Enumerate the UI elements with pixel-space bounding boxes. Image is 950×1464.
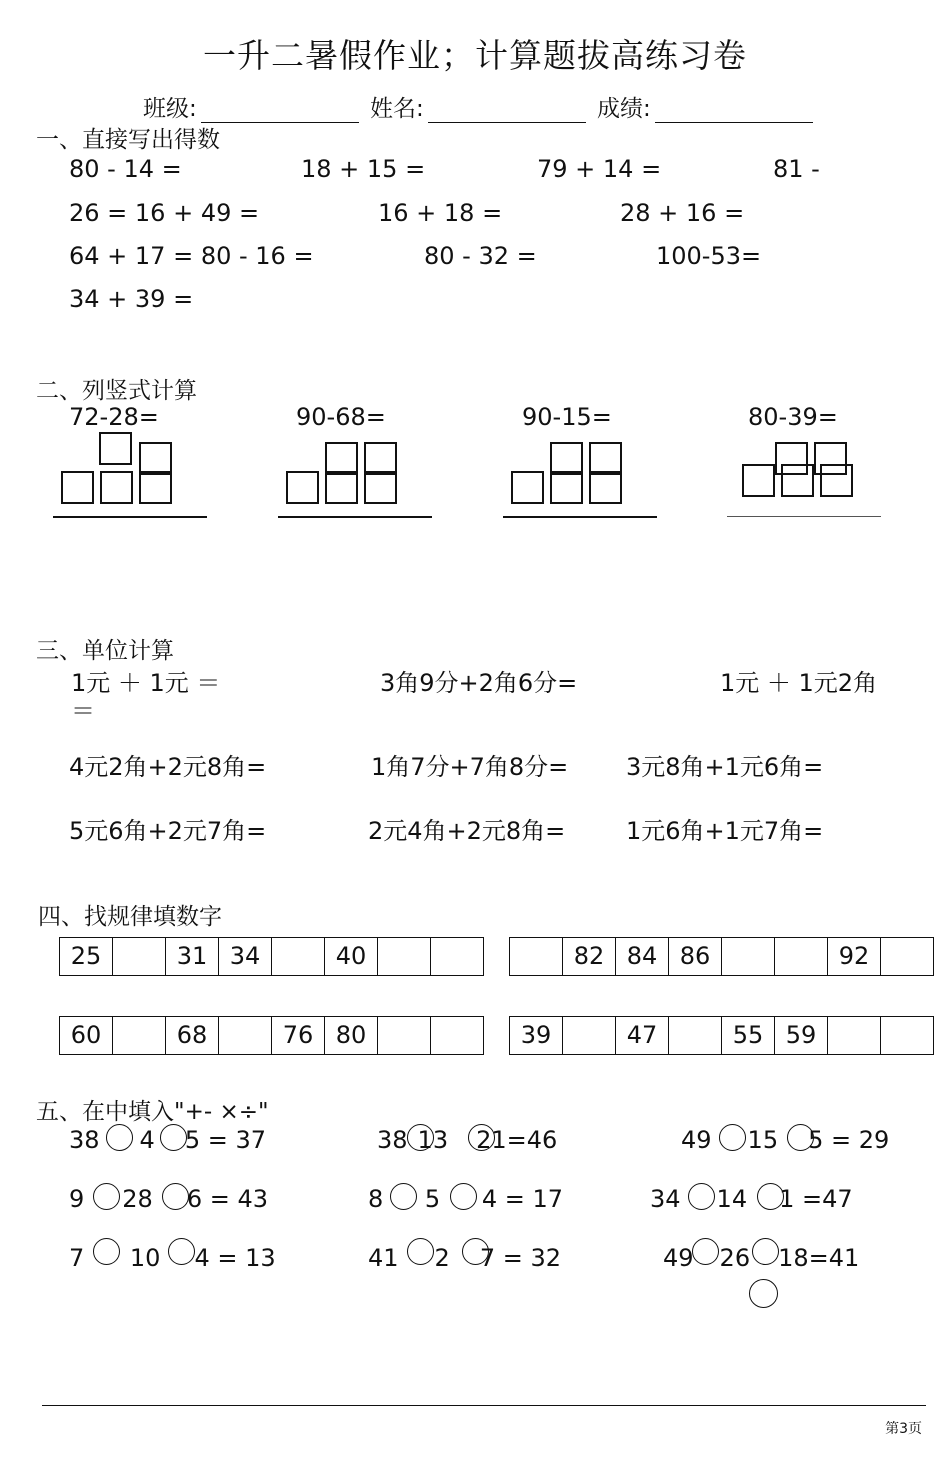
digit-box[interactable] <box>61 471 94 504</box>
seq-cell[interactable] <box>881 938 934 976</box>
operator-circle[interactable] <box>462 1238 489 1265</box>
seq-cell[interactable]: 92 <box>828 938 881 976</box>
operand: 7 <box>69 1244 85 1272</box>
sequence-table-c <box>59 1016 484 1055</box>
operand: 38 <box>69 1126 100 1154</box>
operand: 9 <box>69 1185 85 1213</box>
s1-item: 81 - <box>773 155 820 183</box>
seq-cell[interactable]: 84 <box>616 938 669 976</box>
seq-cell[interactable] <box>219 1017 272 1055</box>
unit-problem: ＝ <box>71 697 95 725</box>
operator-circle[interactable] <box>787 1124 814 1151</box>
s1-item: 80 - 14 = <box>69 155 182 183</box>
unit-problem: 1元 ＋ 1元2角 <box>720 669 878 697</box>
digit-box[interactable] <box>364 471 397 504</box>
name-field <box>370 90 586 123</box>
s1-item: 79 + 14 = <box>537 155 662 183</box>
operator-circle[interactable] <box>106 1124 133 1151</box>
answer-line <box>278 516 432 518</box>
seq-cell[interactable] <box>669 1017 722 1055</box>
seq-cell[interactable]: 34 <box>219 938 272 976</box>
digit-box[interactable] <box>139 471 172 504</box>
s1-item: 28 + 16 = <box>620 199 745 227</box>
operand: 1 =47 <box>779 1185 853 1213</box>
operand: 13 <box>417 1126 449 1154</box>
vertical-problem: 90-68= <box>296 403 386 431</box>
name-blank[interactable] <box>428 98 586 123</box>
section1-heading: 一、直接写出得数 <box>36 127 220 153</box>
digit-box[interactable] <box>820 464 853 497</box>
page-title: 一升二暑假作业；计算题拔高练习卷 <box>203 36 747 75</box>
operator-circle[interactable] <box>162 1183 189 1210</box>
seq-cell[interactable] <box>510 938 563 976</box>
answer-line <box>727 516 881 517</box>
footer-rule <box>42 1405 926 1406</box>
operand: 15 <box>747 1126 779 1154</box>
seq-cell[interactable]: 40 <box>325 938 378 976</box>
seq-cell[interactable]: 55 <box>722 1017 775 1055</box>
s1-item: 80 - 32 = <box>424 242 537 270</box>
s1-item: 64 + 17 = 80 - 16 = <box>69 242 314 270</box>
seq-cell[interactable]: 76 <box>272 1017 325 1055</box>
digit-box[interactable] <box>589 471 622 504</box>
seq-cell[interactable] <box>272 938 325 976</box>
operator-circle[interactable] <box>407 1238 434 1265</box>
section5-heading: 五、在中填入"+- ×÷" <box>36 1099 269 1125</box>
operator-problem <box>681 1126 889 1154</box>
operator-circle[interactable] <box>749 1279 778 1308</box>
unit-problem: 1元 ＋ 1元 ＝ <box>71 669 221 697</box>
unit-problem: 3元8角+1元6角= <box>626 753 824 781</box>
operand: 4 = 17 <box>474 1185 563 1213</box>
section2-heading: 二、列竖式计算 <box>36 378 197 404</box>
operator-circle[interactable] <box>468 1124 495 1151</box>
operand: 5 = 37 <box>184 1126 267 1154</box>
operand: 5 <box>417 1185 441 1213</box>
seq-cell[interactable]: 59 <box>775 1017 828 1055</box>
section3-heading: 三、单位计算 <box>36 638 174 664</box>
seq-cell[interactable] <box>378 1017 431 1055</box>
unit-problem: 1角7分+7角8分= <box>371 753 569 781</box>
vertical-problem: 80-39= <box>748 403 838 431</box>
seq-cell[interactable] <box>775 938 828 976</box>
seq-cell[interactable]: 82 <box>563 938 616 976</box>
operator-circle[interactable] <box>692 1238 719 1265</box>
operand: 41 <box>368 1244 399 1272</box>
operand: 14 <box>716 1185 748 1213</box>
operand: 4 = 13 <box>194 1244 276 1272</box>
operator-circle[interactable] <box>160 1124 187 1151</box>
operand: 8 <box>368 1185 384 1213</box>
score-label: 成绩: <box>597 96 651 122</box>
operand: 5 = 29 <box>808 1126 890 1154</box>
operand: 28 <box>122 1185 153 1213</box>
digit-box[interactable] <box>781 464 814 497</box>
answer-line <box>503 516 657 518</box>
section4-heading: 四、找规律填数字 <box>38 904 222 930</box>
seq-cell[interactable] <box>881 1017 934 1055</box>
seq-cell[interactable]: 68 <box>166 1017 219 1055</box>
digit-box[interactable] <box>286 471 319 504</box>
digit-box[interactable] <box>100 471 133 504</box>
unit-problem: 5元6角+2元7角= <box>69 817 267 845</box>
operator-circle[interactable] <box>93 1238 120 1265</box>
seq-cell[interactable] <box>828 1017 881 1055</box>
seq-cell[interactable] <box>378 938 431 976</box>
operand: 6 = 43 <box>186 1185 269 1213</box>
seq-cell[interactable] <box>113 1017 166 1055</box>
operator-circle[interactable] <box>450 1183 477 1210</box>
seq-cell[interactable]: 47 <box>616 1017 669 1055</box>
seq-cell[interactable]: 86 <box>669 938 722 976</box>
operand: 4 <box>139 1126 155 1154</box>
operand: 38 <box>377 1126 408 1154</box>
digit-box[interactable] <box>742 464 775 497</box>
operand: 49 <box>681 1126 712 1154</box>
seq-cell[interactable] <box>431 938 484 976</box>
operand: 2 <box>434 1244 450 1272</box>
name-label: 姓名: <box>370 96 424 122</box>
operand: 7 = 32 <box>479 1244 562 1272</box>
vertical-problem: 90-15= <box>522 403 612 431</box>
class-blank[interactable] <box>201 98 359 123</box>
operand: 34 <box>650 1185 681 1213</box>
sequence-table-d <box>509 1016 934 1055</box>
s1-item: 18 + 15 = <box>301 155 426 183</box>
s1-item: 16 + 18 = <box>378 199 503 227</box>
operand: 26 <box>719 1244 751 1272</box>
operator-circle[interactable] <box>93 1183 120 1210</box>
unit-problem: 4元2角+2元8角= <box>69 753 267 781</box>
operand: 49 <box>663 1244 694 1272</box>
operator-circle[interactable] <box>688 1183 715 1210</box>
score-blank[interactable] <box>655 98 813 123</box>
seq-cell[interactable] <box>563 1017 616 1055</box>
class-label: 班级: <box>143 96 197 122</box>
digit-box[interactable] <box>511 471 544 504</box>
operator-circle[interactable] <box>719 1124 746 1151</box>
unit-problem: 1元6角+1元7角= <box>626 817 824 845</box>
answer-line <box>53 516 207 518</box>
s1-item: 26 = 16 + 49 = <box>69 199 260 227</box>
seq-cell[interactable]: 60 <box>60 1017 113 1055</box>
operator-circle[interactable] <box>757 1183 784 1210</box>
seq-cell[interactable] <box>113 938 166 976</box>
operand: 18=41 <box>778 1244 860 1272</box>
page-number: 第3页 <box>885 1421 922 1437</box>
digit-box[interactable] <box>550 471 583 504</box>
operator-circle[interactable] <box>390 1183 417 1210</box>
digit-box[interactable] <box>325 471 358 504</box>
digit-box[interactable] <box>99 432 132 465</box>
operator-circle[interactable] <box>168 1238 195 1265</box>
unit-problem: 3角9分+2角6分= <box>380 669 578 697</box>
score-field <box>597 90 813 123</box>
operand: 10 <box>122 1244 161 1272</box>
seq-cell[interactable]: 25 <box>60 938 113 976</box>
seq-cell[interactable] <box>722 938 775 976</box>
sequence-table-b <box>509 937 934 976</box>
seq-cell[interactable]: 80 <box>325 1017 378 1055</box>
operator-circle[interactable] <box>752 1238 779 1265</box>
operand: 21=46 <box>476 1126 558 1154</box>
class-field <box>143 90 359 123</box>
sequence-table-a <box>59 937 484 976</box>
operator-circle[interactable] <box>407 1124 434 1151</box>
seq-cell[interactable] <box>431 1017 484 1055</box>
operator-problem <box>650 1185 853 1213</box>
unit-problem: 2元4角+2元8角= <box>368 817 566 845</box>
operator-problem <box>377 1126 557 1154</box>
s1-item: 100-53= <box>656 242 762 270</box>
s1-item: 34 + 39 = <box>69 285 194 313</box>
vertical-problem: 72-28= <box>69 403 159 431</box>
seq-cell[interactable]: 39 <box>510 1017 563 1055</box>
seq-cell[interactable]: 31 <box>166 938 219 976</box>
